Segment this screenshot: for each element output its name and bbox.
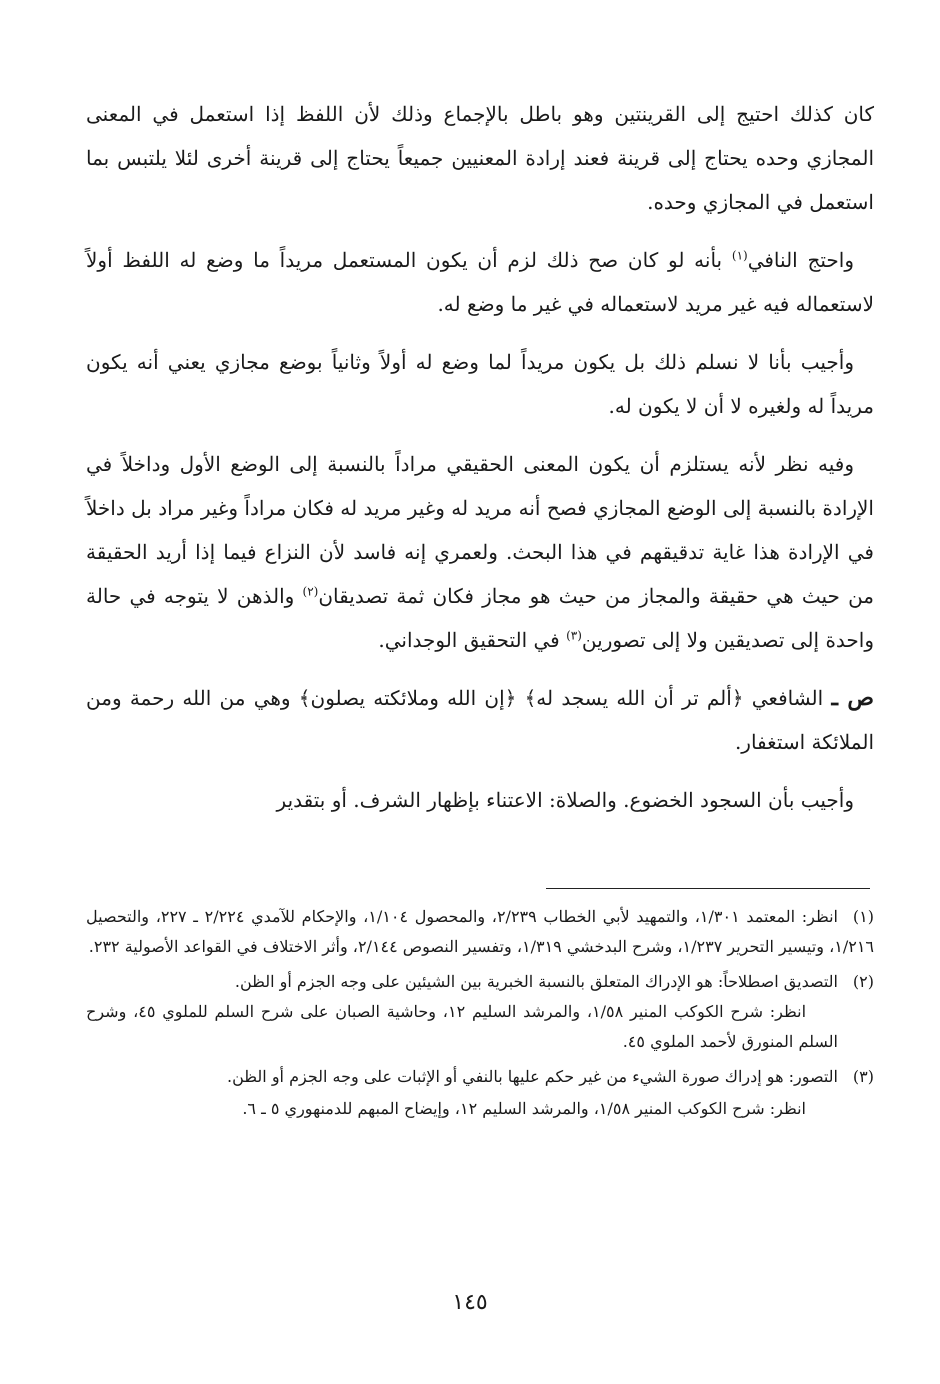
paragraph-4 xyxy=(86,442,874,662)
paragraph-4-text-a: وفيه نظر لأنه يستلزم أن يكون المعنى الحقيقي مراداً بالنسبة إلى الوضع الأول وداخلاً في الإرادة بالنسبة إلى الوضع المجازي فصح أنه مريد له وغير مريد له فكان مراداً وغير مراد بل داخلاً في الإرادة هذا غاية تدقيقهم في هذا البحث. ولعمري إنه فاسد لأن النزاع فيما إذا أريد الحقيقة من حيث هي حقيقة والمجاز من حيث هو مجاز فكان ثمة تصديقان xyxy=(86,452,875,608)
footnote-divider xyxy=(546,888,870,889)
paragraph-4-text-c: في التحقيق الوجداني. xyxy=(378,628,567,652)
footnote-1-text: انظر: المعتمد ١/٣٠١، والتمهيد لأبي الخطاب ٢/٢٣٩، والمحصول ١/١٠٤، والإحكام للآمدي ٢/٢٢٤ ـ ٢٢٧، والتحصيل ١/٢١٦، وتيسير التحرير ١/٢٣٧، وشرح البدخشي ١/٣١٩، وتفسير النصوص ٢/١٤٤، وأثر الاختلاف في القواعد الأصولية ٢٣٢. xyxy=(86,907,874,956)
paragraph-6 xyxy=(86,778,874,822)
footnote-1-number: (١) xyxy=(852,907,874,926)
paragraph-1 xyxy=(86,92,874,224)
footnote-3-references-text: انظر: شرح الكوكب المنير ١/٥٨، والمرشد السليم ١٢، وإيضاح المبهم للدمنهوري ٥ ـ ٦. xyxy=(242,1099,806,1118)
footnote-1 xyxy=(86,902,874,962)
paragraph-3 xyxy=(86,340,874,428)
footnote-ref-3[interactable]: (٣) xyxy=(566,628,582,643)
paragraph-5-text: الشافعي ﴿ألم تر أن الله يسجد له﴾ ﴿إن الله وملائكته يصلون﴾ وهي من الله رحمة ومن الملائكة استغفار. xyxy=(86,686,874,754)
footnote-3-references xyxy=(86,1094,874,1124)
paragraph-2-text-b: بأنه لو كان صح ذلك لزم أن يكون المستعمل مريداً ما وضع له اللفظ أولاً لاستعماله فيه غير مريد لاستعماله في غير ما وضع له. xyxy=(86,248,874,316)
footnote-ref-2[interactable]: (٢) xyxy=(302,584,319,599)
footnote-ref-1[interactable]: (١) xyxy=(731,248,748,263)
paragraph-3-text: وأجيب بأنا لا نسلم ذلك بل يكون مريداً لما وضع له أولاً وثانياً بوضع مجازي يعني أنه يكون مريداً له ولغيره لا أن لا يكون له. xyxy=(86,350,874,418)
paragraph-5 xyxy=(86,676,874,764)
footnote-3-text: التصور: هو إدراك صورة الشيء من غير حكم عليها بالنفي أو الإثبات على وجه الجزم أو الظن. xyxy=(227,1067,838,1086)
page-number: ١٤٥ xyxy=(452,1290,488,1315)
footnote-2-number: (٢) xyxy=(852,972,874,991)
paragraph-2-text-a: واحتج النافي xyxy=(747,248,854,272)
sad-marker: ص ـ xyxy=(831,685,874,711)
footnote-2-references xyxy=(86,997,874,1057)
paragraph-2 xyxy=(86,238,874,326)
footnote-3 xyxy=(86,1062,874,1124)
main-text xyxy=(86,92,874,822)
paragraph-1-text: كان كذلك احتيج إلى القرينتين وهو باطل بالإجماع وذلك لأن اللفظ إذا استعمل في المعنى المجازي وحده يحتاج إلى قرينة فعند إرادة المعنيين جميعاً يحتاج إلى قرينة أخرى لئلا يلتبس بما استعمل في المجازي وحده. xyxy=(86,102,875,214)
footnote-2-references-text: انظر: شرح الكوكب المنير ١/٥٨، والمرشد السليم ١٢، وحاشية الصبان على شرح السلم للملوي ٤٥، وشرح السلم المنورق لأحمد الملوي ٤٥. xyxy=(86,1002,838,1051)
footnote-3-number: (٣) xyxy=(852,1067,874,1086)
footnote-2-text: التصديق اصطلاحاً: هو الإدراك المتعلق بالنسبة الخبرية بين الشيئين على وجه الجزم أو الظن. xyxy=(234,972,838,991)
paragraph-6-text: وأجيب بأن السجود الخضوع. والصلاة: الاعتناء بإظهار الشرف. أو بتقدير xyxy=(276,788,854,812)
paragraph-4-text-b: والذهن لا يتوجه في حالة واحدة إلى تصديقين ولا إلى تصورين xyxy=(86,584,874,652)
footnote-2 xyxy=(86,967,874,1057)
footnotes xyxy=(86,902,874,1129)
